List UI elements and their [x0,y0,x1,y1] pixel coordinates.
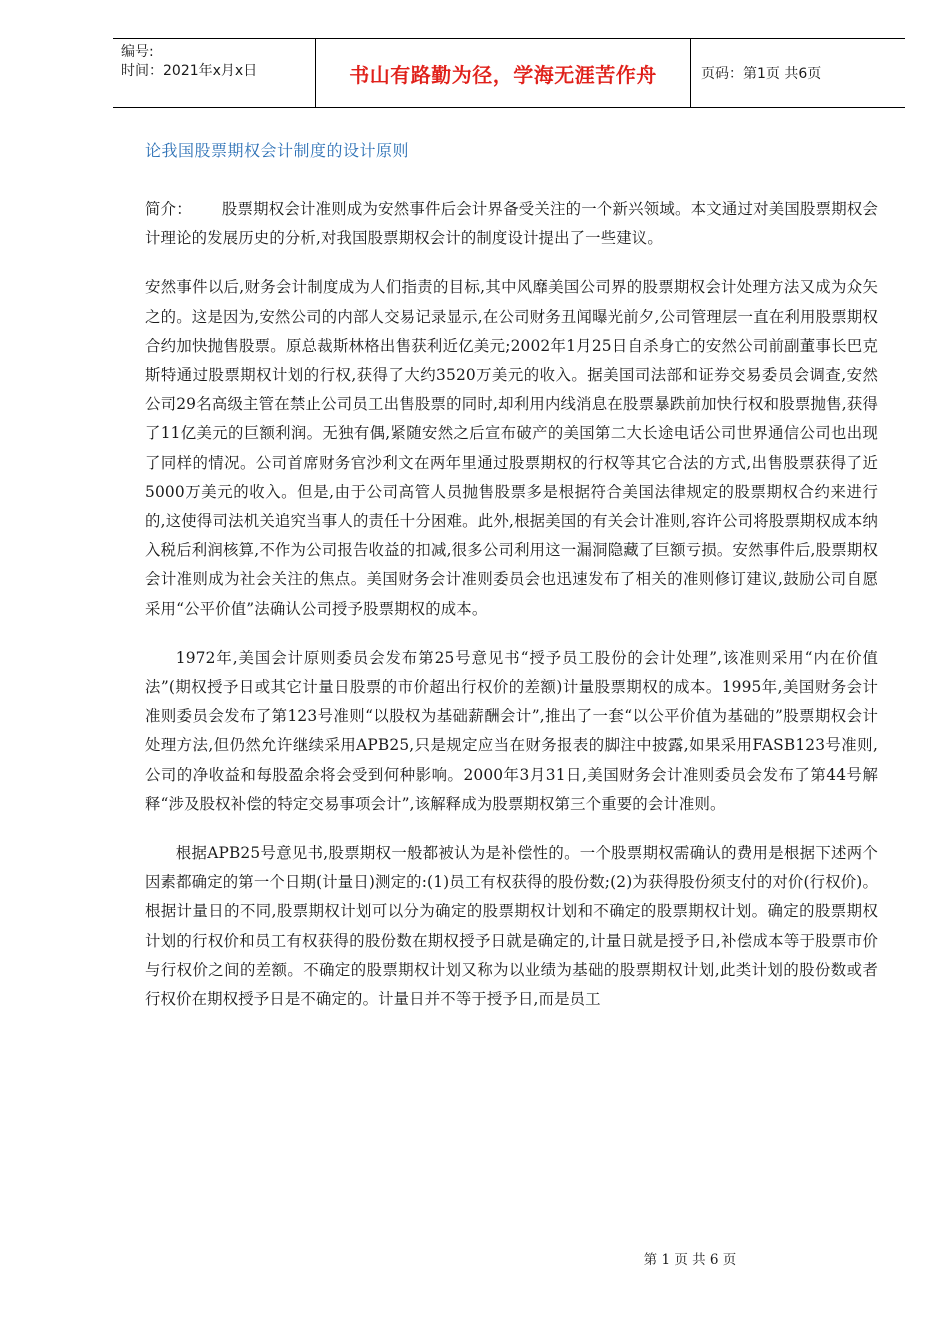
body-paragraph-2: 1972年,美国会计原则委员会发布第25号意见书“授予员工股份的会计处理”,该准则采用“内在价值法”(期权授予日或其它计量日股票的市价超出行权价的差额)计量股票期权的成本。1995年,美国财务会计准则委员会发布了第123号准则“以股权为基础薪酬会计”,推出了一套“以公平价值为基础的”股票期权会计处理方法,但仍然允许继续采用APB25,只是规定应当在财务报表的脚注中披露,如果采用FASB123号准则,公司的净收益和每股盈余将会受到何种影响。2000年3月31日,美国财务会计准则委员会发布了第44号解释“涉及股权补偿的特定交易事项会计”,该解释成为股票期权第三个重要的会计准则。 [145,648,878,813]
page-footer: 第 1 页 共 6 页 [643,1252,737,1268]
document-time-label: 时间：2021年x月x日 [121,63,258,79]
intro-paragraph [145,195,878,253]
header-page-info: 页码：第1页 共6页 [701,66,822,82]
document-title: 论我国股票期权会计制度的设计原则 [145,141,410,160]
header-motto: 书山有路勤为径，学海无涯苦作舟 [316,39,691,107]
body-paragraph-3: 根据APB25号意见书,股票期权一般都被认为是补偿性的。一个股票期权需确认的费用是根据下述两个因素都确定的第一个日期(计量日)测定的:(1)员工有权获得的股份数;(2)为获得股份须支付的对价(行权价)。根据计量日的不同,股票期权计划可以分为确定的股票期权计划和不确定的股票期权计划。确定的股票期权计划的行权价和员工有权获得的股份数在期权授予日就是确定的,计量日就是授予日,补偿成本等于股票市价与行权价之间的差额。不确定的股票期权计划又称为以业绩为基础的股票期权计划,此类计划的股份数或者行权价在期权授予日是不确定的。计量日并不等于授予日,而是员工 [145,844,878,1009]
document-number-label: 编号: [121,44,154,60]
body-paragraph-1: 安然事件以后,财务会计制度成为人们指责的目标,其中风靡美国公司界的股票期权会计处理方法又成为众矢之的。这是因为,安然公司的内部人交易记录显示,在公司财务丑闻曝光前夕,公司管理层一直在利用股票期权合约加快抛售股票。原总裁斯林格出售获利近亿美元;2002年1月25日自杀身亡的安然公司前副董事长巴克斯特通过股票期权计划的行权,获得了大约3520万美元的收入。据美国司法部和证券交易委员会调查,安然公司29名高级主管在禁止公司员工出售股票的同时,却利用内线消息在股票暴跌前加快行权和股票抛售,获得了11亿美元的巨额利润。无独有偶,紧随安然之后宣布破产的美国第二大长途电话公司世界通信公司也出现了同样的情况。公司首席财务官沙利文在两年里通过股票期权的行权等其它合法的方式,出售股票获得了近5000万美元的收入。但是,由于公司高管人员抛售股票多是根据符合美国法律规定的股票期权合约来进行的,这使得司法机关追究当事人的责任十分困难。此外,根据美国的有关会计准则,容许公司将股票期权成本纳入税后利润核算,不作为公司报告收益的扣减,很多公司利用这一漏洞隐藏了巨额亏损。安然事件后,股票期权会计准则成为社会关注的焦点。美国财务会计准则委员会也迅速发布了相关的准则修订建议,鼓励公司自愿采用“公平价值”法确认公司授予股票期权的成本。 [145,278,878,618]
document-body [145,195,878,1034]
header-meta [113,39,316,107]
page-header [113,38,905,108]
intro-text: 股票期权会计准则成为安然事件后会计界备受关注的一个新兴领域。本文通过对美国股票期权会计理论的发展历史的分析,对我国股票期权会计的制度设计提出了一些建议。 [145,200,878,248]
intro-label: 简介： [145,200,192,218]
